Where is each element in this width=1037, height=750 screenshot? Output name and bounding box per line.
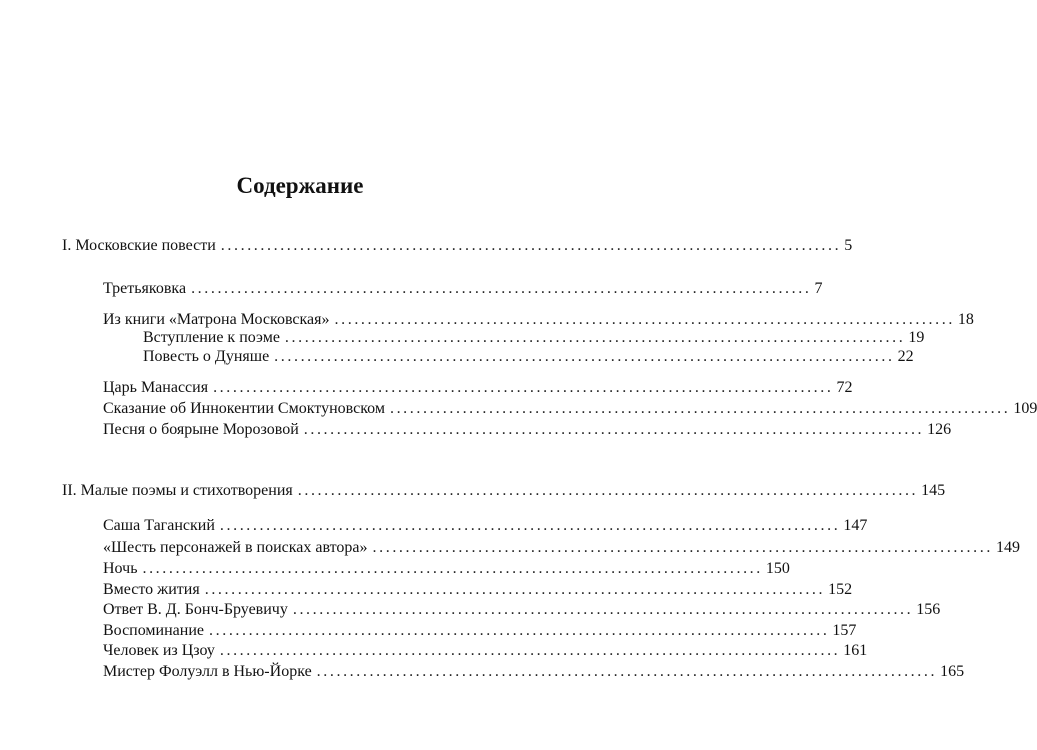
toc-entry-night[interactable] — [103, 559, 790, 579]
dot-leader: .............................................................................................. — [284, 329, 906, 346]
toc-entry-morozova[interactable] — [103, 420, 952, 440]
toc-entry-smoktunovsky[interactable] — [103, 399, 1037, 419]
toc-entry-label: «Шесть персонажей в поисках автора» — [103, 539, 368, 556]
toc-entry-label: II. Малые поэмы и стихотворения — [62, 482, 293, 499]
dot-leader: .............................................................................................. — [204, 581, 826, 598]
toc-page-number: 147 — [843, 517, 868, 534]
toc-section-small-poems[interactable] — [62, 481, 946, 501]
toc-entry-memory[interactable] — [103, 621, 857, 641]
dot-leader: .............................................................................................. — [274, 348, 895, 365]
toc-entry-man-from-zou[interactable] — [103, 641, 868, 661]
toc-page-number: 156 — [916, 601, 941, 618]
dot-leader: .............................................................................................. — [142, 560, 763, 577]
toc-entry-sasha-tagansky[interactable] — [103, 516, 868, 536]
toc-page-number: 165 — [940, 663, 965, 680]
toc-entry-introduction[interactable] — [143, 328, 925, 348]
toc-entry-label: Песня о боярыне Морозовой — [103, 421, 299, 438]
toc-page-number: 150 — [765, 560, 790, 577]
toc-page-number: 5 — [844, 237, 853, 254]
toc-entry-label: Вместо жития — [103, 581, 200, 598]
toc-entry-instead-of-life[interactable] — [103, 580, 853, 600]
dot-leader: .............................................................................................. — [297, 482, 919, 499]
dot-leader: .............................................................................................. — [303, 421, 925, 438]
toc-entry-label: Третьяковка — [103, 280, 187, 297]
toc-entry-label: Из книги «Матрона Московская» — [103, 311, 330, 328]
toc-entry-six-characters[interactable] — [103, 538, 1020, 558]
toc-page-number: 161 — [843, 642, 868, 659]
toc-entry-label: Ответ В. Д. Бонч-Бруевичу — [103, 601, 288, 618]
toc-page-number: 126 — [927, 421, 952, 438]
dot-leader: .............................................................................................. — [191, 280, 812, 297]
toc-entry-matrona[interactable] — [103, 310, 974, 330]
dot-leader: .............................................................................................. — [372, 539, 993, 556]
toc-page-number: 152 — [828, 581, 853, 598]
toc-page-number: 7 — [814, 280, 823, 297]
toc-entry-mr-falwell[interactable] — [103, 662, 965, 682]
toc-section-moscow-tales[interactable] — [62, 236, 853, 256]
dot-leader: .............................................................................................. — [219, 642, 841, 659]
toc-entry-label: Воспоминание — [103, 622, 205, 639]
toc-entry-label: Сказание об Иннокентии Смоктуновском — [103, 400, 385, 417]
dot-leader: .............................................................................................. — [213, 379, 834, 396]
toc-entry-manasseh[interactable] — [103, 378, 853, 398]
toc-page-number: 109 — [1013, 400, 1037, 417]
toc-entry-label: Вступление к поэме — [143, 329, 280, 346]
toc-entry-label: Саша Таганский — [103, 517, 215, 534]
toc-page-number: 145 — [921, 482, 946, 499]
toc-page-number: 157 — [832, 622, 857, 639]
toc-entry-label: Повесть о Дуняше — [143, 348, 270, 365]
toc-entry-dunyasha[interactable] — [143, 347, 914, 367]
toc-page-number: 19 — [908, 329, 925, 346]
toc-page-number: 18 — [957, 311, 974, 328]
toc-entry-tretyakovka[interactable] — [103, 279, 823, 299]
toc-entry-label: Ночь — [103, 560, 138, 577]
toc-entry-label: Царь Манассия — [103, 379, 209, 396]
toc-entry-label: Мистер Фолуэлл в Нью-Йорке — [103, 663, 312, 680]
toc-page-number: 72 — [836, 379, 853, 396]
page-title: Содержание — [236, 173, 364, 198]
dot-leader: .............................................................................................. — [292, 601, 914, 618]
dot-leader: .............................................................................................. — [220, 237, 842, 254]
dot-leader: .............................................................................................. — [334, 311, 955, 328]
toc-page-number: 22 — [897, 348, 914, 365]
dot-leader: .............................................................................................. — [209, 622, 830, 639]
dot-leader: .............................................................................................. — [389, 400, 1011, 417]
dot-leader: .............................................................................................. — [316, 663, 938, 680]
toc-page-number: 149 — [995, 539, 1020, 556]
dot-leader: .............................................................................................. — [219, 517, 841, 534]
toc-entry-reply-bonch-bruevich[interactable] — [103, 600, 941, 620]
toc-entry-label: I. Московские повести — [62, 237, 216, 254]
toc-entry-label: Человек из Цзоу — [103, 642, 215, 659]
